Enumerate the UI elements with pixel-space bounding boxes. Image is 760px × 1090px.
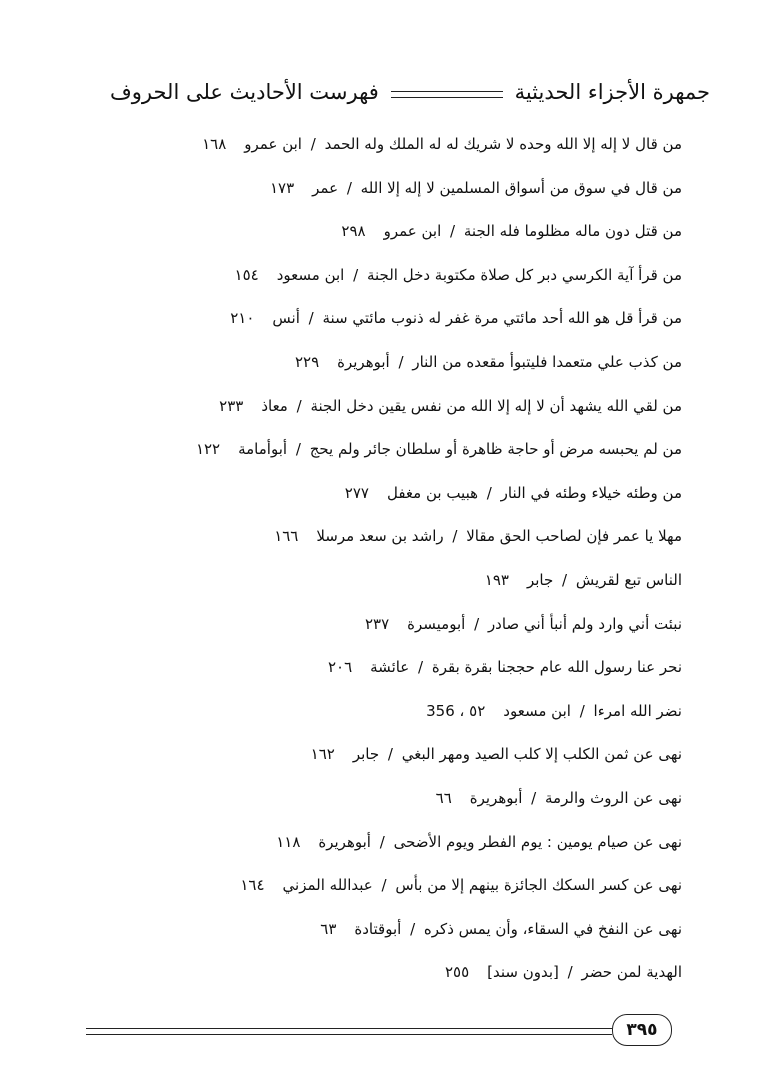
narrator: أنس (272, 309, 300, 328)
hadith-text: نهى عن الروث والرمة (545, 788, 682, 807)
slash-separator: / (310, 135, 316, 153)
hadith-text: من قال في سوق من أسواق المسلمين لا إله إلا الله (360, 178, 682, 197)
page-reference: ٢٣٧ (364, 614, 390, 633)
slash-separator: / (579, 701, 585, 720)
narrator: راشد بن سعد مرسلا (316, 527, 444, 546)
list-item (72, 733, 682, 777)
slash-separator: / (486, 483, 492, 502)
hadith-text: الهدية لمن حضر (581, 963, 682, 982)
list-item (72, 428, 682, 472)
page-reference: ٢١٠ (230, 309, 255, 328)
hadith-text: من كذب علي متعمدا فليتبوأ مقعده من النار (412, 352, 682, 371)
page-reference: ٢٥٥ (444, 963, 470, 982)
hadith-text: مهلا يا عمر فإن لصاحب الحق مقالا (466, 527, 682, 546)
list-item (72, 603, 682, 647)
page-reference: ٢٠٦ (327, 658, 353, 677)
list-item (72, 472, 682, 516)
narrator: معاذ (261, 396, 288, 415)
page-reference: ١١٨ (276, 832, 301, 851)
hadith-text: نضر الله امرءا (593, 701, 682, 720)
hadith-text: من لم يحبسه مرض أو حاجة ظاهرة أو سلطان جائر ولم يحج (309, 440, 682, 459)
list-item (72, 951, 682, 995)
hadith-text: نهى عن النفخ في السقاء، وأن يمس ذكره (423, 919, 682, 938)
footer-double-rule (86, 1028, 612, 1035)
hadith-text: نهى عن ثمن الكلب إلا كلب الصيد ومهر البغي (401, 745, 682, 764)
list-item (72, 167, 682, 211)
narrator: جابر (526, 570, 554, 589)
page-reference: ١٦٢ (310, 745, 335, 764)
narrator: ابن عمرو (244, 135, 302, 153)
page-reference: ١٥٤ (234, 265, 259, 284)
section-title: فهرست الأحاديث على الحروف (110, 80, 379, 104)
slash-separator: / (308, 309, 314, 328)
slash-separator: / (474, 614, 480, 633)
narrator: ابن مسعود (503, 701, 571, 720)
page-reference: ١٦٦ (274, 527, 299, 546)
hadith-text: نحر عنا رسول الله عام حججنا بقرة بقرة (431, 658, 682, 677)
hadith-text: نبئت أني وارد ولم أنبأ أني صادر (487, 614, 682, 633)
slash-separator: / (562, 570, 568, 589)
hadith-text: من قتل دون ماله مظلوما فله الجنة (463, 222, 682, 241)
page-reference: ١٦٨ (202, 135, 227, 153)
page-reference: ٦٦ (435, 788, 452, 807)
page-reference: ٢٣٣ (219, 396, 244, 415)
hadith-text: من قرأ آية الكرسي دبر كل صلاة مكتوبة دخل الجنة (366, 265, 682, 284)
header-double-rule (391, 91, 503, 98)
page-reference: ٢٧٧ (344, 483, 369, 502)
page-number: ٣٩٥ (612, 1014, 672, 1046)
page-reference: ١٩٣ (484, 570, 509, 589)
list-item (72, 515, 682, 559)
list-item (72, 297, 682, 341)
list-item (72, 559, 682, 603)
list-item (72, 864, 682, 908)
hadith-index-list (72, 123, 682, 995)
page-reference: ١٧٣ (269, 178, 295, 197)
narrator: [بدون سند] (487, 963, 559, 982)
slash-separator: / (387, 745, 393, 764)
page-reference: ١٢٢ (195, 440, 221, 459)
slash-separator: / (531, 788, 537, 807)
list-item (72, 123, 682, 167)
page-reference: ٥٢ ، 356 (426, 701, 486, 720)
narrator: عمر (312, 178, 339, 197)
narrator: أبوميسرة (407, 614, 466, 633)
slash-separator: / (418, 658, 424, 677)
hadith-text: من وطئه خيلاء وطئه في النار (500, 483, 682, 502)
list-item (72, 254, 682, 298)
hadith-text: الناس تبع لقريش (575, 570, 682, 589)
list-item (72, 646, 682, 690)
slash-separator: / (452, 527, 458, 546)
list-item (72, 210, 682, 254)
narrator: عبدالله المزني (282, 876, 373, 895)
list-item (72, 385, 682, 429)
slash-separator: / (410, 919, 416, 938)
slash-separator: / (295, 440, 301, 459)
narrator: عائشة (370, 658, 410, 677)
page-reference: ٢٩٨ (341, 222, 366, 241)
page-reference: ٢٢٩ (294, 352, 320, 371)
page-reference: ٦٣ (320, 919, 337, 938)
page-reference: ١٦٤ (240, 876, 265, 895)
narrator: أبوهريرة (337, 352, 390, 371)
hadith-text: من لقي الله يشهد أن لا إله إلا الله من نفس يقين دخل الجنة (310, 396, 682, 415)
running-header (110, 72, 710, 112)
slash-separator: / (353, 265, 359, 284)
list-item (72, 341, 682, 385)
narrator: أبوقتادة (354, 919, 402, 938)
narrator: هبيب بن مغفل (386, 483, 479, 502)
narrator: ابن عمرو (383, 222, 442, 241)
hadith-text: من قال لا إله إلا الله وحده لا شريك له له الملك وله الحمد (324, 135, 682, 153)
narrator: جابر (352, 745, 380, 764)
list-item (72, 777, 682, 821)
list-item (72, 690, 682, 734)
slash-separator: / (296, 396, 302, 415)
slash-separator: / (346, 178, 352, 197)
slash-separator: / (398, 352, 404, 371)
slash-separator: / (379, 832, 385, 851)
list-item (72, 908, 682, 952)
narrator: أبوهريرة (469, 788, 523, 807)
narrator: أبوهريرة (318, 832, 371, 851)
page-footer (86, 1014, 672, 1050)
slash-separator: / (450, 222, 456, 241)
narrator: أبوأمامة (238, 440, 288, 459)
slash-separator: / (381, 876, 387, 895)
hadith-text: نهى عن كسر السكك الجائزة بينهم إلا من بأس (395, 876, 682, 895)
book-title: جمهرة الأجزاء الحديثية (514, 80, 710, 104)
slash-separator: / (567, 963, 573, 982)
narrator: ابن مسعود (276, 265, 345, 284)
hadith-text: نهى عن صيام يومين : يوم الفطر ويوم الأضحى (393, 832, 682, 851)
hadith-text: من قرأ قل هو الله أحد مائتي مرة غفر له ذنوب مائتي سنة (322, 309, 682, 328)
list-item (72, 821, 682, 865)
